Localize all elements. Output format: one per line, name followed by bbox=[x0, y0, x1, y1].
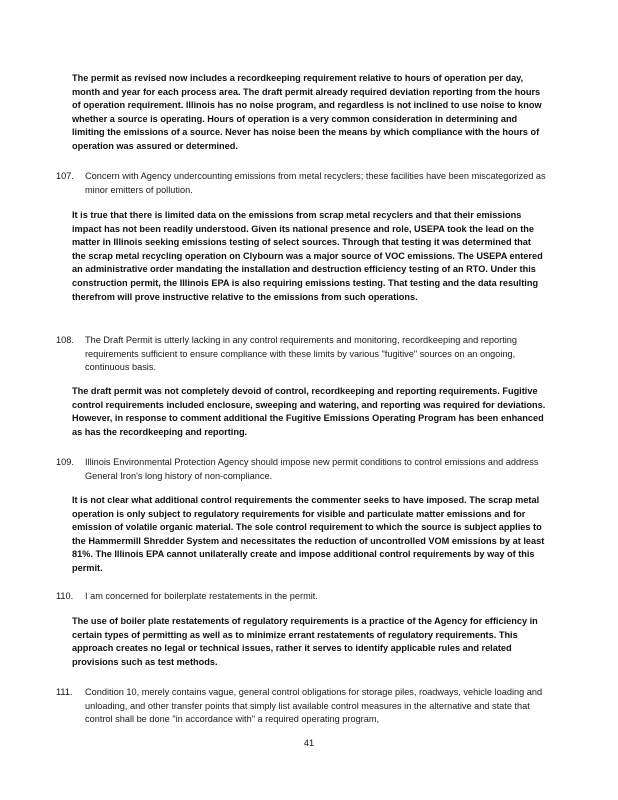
comment-107: Concern with Agency undercounting emissions from metal recyclers; these facilities have been miscategorized as minor emitters of pollution. bbox=[85, 171, 546, 195]
comment-111: Condition 10, merely contains vague, general control obligations for storage piles, roadways, vehicle loading and unloading, and other transfer points that simply list available control measures in the alternative and state that control shall be done "in accordance with" a required operating program, bbox=[85, 687, 543, 725]
comment-number-108: 108. bbox=[56, 335, 74, 345]
response-108: The draft permit was not completely devoid of control, recordkeeping and reporting requirements. Fugitive control requirements included enclosure, sweeping and watering, and reporting was required for deviations. However, in response to comment additional the Fugitive Emissions Operating Program has been enhanced as has the recordkeeping and reporting. bbox=[72, 386, 546, 437]
comment-109: Illinois Environmental Protection Agency should impose new permit conditions to control emissions and address General Iron's long history of non-compliance. bbox=[85, 457, 539, 481]
comment-number-109: 109. bbox=[56, 457, 74, 467]
response-107: It is true that there is limited data on the emissions from scrap metal recyclers and that their emissions impact has not been readily understood. Given its national presence and role, USEPA took the lead on the matter in Illinois seeking emissions testing of select sources. Through that testing it was determined that the scrap metal recycling operation on Clybourn was a major source of VOC emissions. The USEPA entered an administrative order mandating the installation and destruction efficiency testing of an RTO. Under this construction permit, the Illinois EPA is also requiring emissions testing. That testing and the data resulting therefrom will prove instructive relative to the emissions from such operations. bbox=[72, 210, 543, 302]
comment-number-107: 107. bbox=[56, 171, 74, 181]
comment-108: The Draft Permit is utterly lacking in any control requirements and monitoring, recordkeeping and reporting requirements sufficient to ensure compliance with these limits by various "fugitive" sources on an ongoing, continuous basis. bbox=[85, 335, 518, 373]
response-110: The use of boiler plate restatements of regulatory requirements is a practice of the Agency for efficiency in certain types of permitting as well as to minimize errant restatements of regulatory requirements. This approach creates no legal or technical issues, rather it serves to identify applicable rules and related provisions such as test methods. bbox=[72, 616, 538, 667]
comment-number-110: 110. bbox=[56, 591, 74, 601]
response-109: It is not clear what additional control requirements the commenter seeks to have imposed. The scrap metal operation is only subject to regulatory requirements for visible and particulate matter emissions and for emission of volatile organic material. The sole control requirement to which the source is subject applies to the Hammermill Shredder System and necessitates the reduction of uncontrolled VOM emissions by at least 81%. The Illinois EPA cannot unilaterally create and impose additional control requirements by way of this permit. bbox=[72, 495, 545, 573]
comment-110: I am concerned for boilerplate restatements in the permit. bbox=[85, 591, 318, 601]
page-number: 41 bbox=[303, 738, 315, 748]
response-106: The permit as revised now includes a recordkeeping requirement relative to hours of operation per day, month and year for each process area. The draft permit already required deviation reporting from the hours of operation requirement. Illinois has no noise program, and regardless is not inclined to use noise to know whether a source is operating. Hours of operation is a very common consideration in determining and limiting the emissions of a source. Never has noise been the means by which compliance with the hours of operation was assured or determined. bbox=[72, 73, 542, 151]
comment-number-111: 111. bbox=[56, 687, 73, 697]
